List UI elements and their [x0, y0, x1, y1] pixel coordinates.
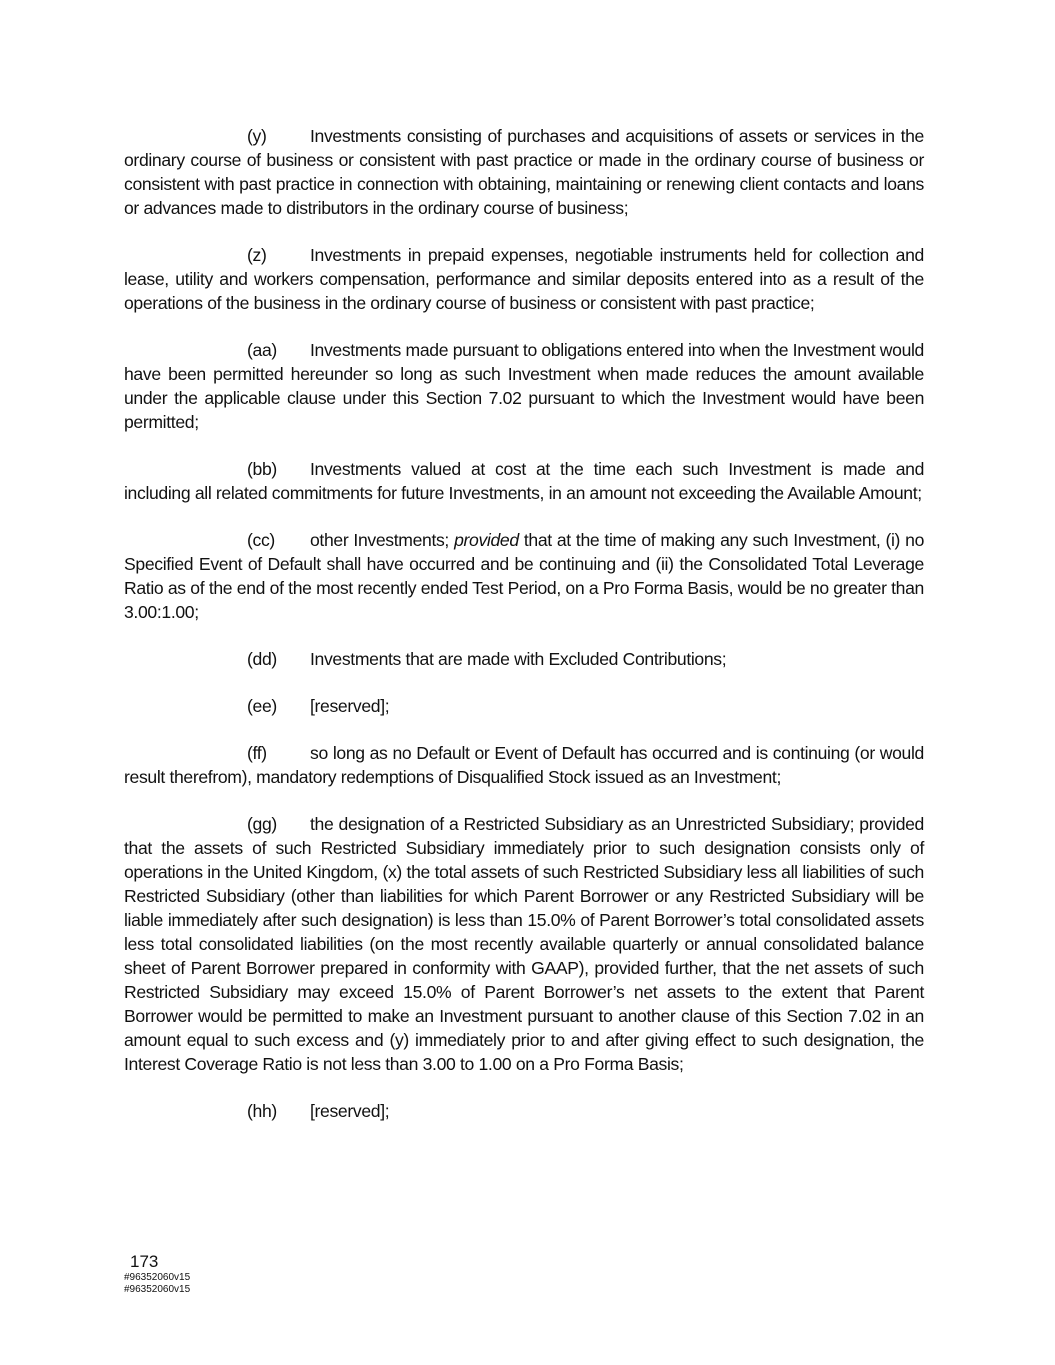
clause-emphasis: provided — [454, 530, 519, 550]
clause-label: (y) — [247, 126, 267, 146]
clause-gg — [124, 812, 924, 1076]
clause-text: Investments that are made with Excluded Contributions; — [310, 649, 727, 669]
page-footer — [124, 1252, 190, 1296]
clause-hh — [124, 1099, 924, 1123]
clause-z — [124, 243, 924, 315]
clause-y — [124, 124, 924, 220]
clause-text: the designation of a Restricted Subsidiary as an Unrestricted Subsidiary; provided that the assets of such Restricted Subsidiary immediately prior to such designation consists only of operations in the United Kingdom, (x) the total assets of such Restricted Subsidiary less all liabilities of such Restricted Subsidiary (other than liabilities for which Parent Borrower or any Restricted Subsidiary will be liable immediately after such designation) is less than 15.0% of Parent Borrower’s total consolidated assets less total consolidated liabilities (on the most recently available quarterly or annual consolidated balance sheet of Parent Borrower prepared in conformity with GAAP), provided further, that the net assets of such Restricted Subsidiary may exceed 15.0% of Parent Borrower’s net assets to the extent that Parent Borrower would be permitted to make an Investment pursuant to another clause of this Section 7.02 in an amount equal to such excess and (y) immediately prior to and after giving effect to such designation, the Interest Coverage Ratio is not less than 3.00 to 1.00 on a Pro Forma Basis; — [124, 814, 924, 1074]
clause-text: Investments in prepaid expenses, negotiable instruments held for collection and lease, utility and workers compensation, performance and similar deposits entered into as a result of the operations of the business in the ordinary course of business or consistent with past practice; — [124, 245, 924, 313]
clause-text: Investments consisting of purchases and acquisitions of assets or services in the ordinary course of business or consistent with past practice or made in the ordinary course of business or consistent with past practice in connection with obtaining, maintaining or renewing client contacts and loans or advances made to distributors in the ordinary course of business; — [124, 126, 924, 218]
clause-dd — [124, 647, 924, 671]
clause-text: [reserved]; — [310, 1101, 390, 1121]
clause-text: so long as no Default or Event of Default has occurred and is continuing (or would result therefrom), mandatory redemptions of Disqualified Stock issued as an Investment; — [124, 743, 924, 787]
clause-label: (dd) — [247, 649, 277, 669]
clause-label: (z) — [247, 245, 267, 265]
clause-label: (hh) — [247, 1101, 277, 1121]
clause-label: (ee) — [247, 696, 277, 716]
clause-label: (cc) — [247, 530, 275, 550]
document-page — [124, 124, 924, 1146]
clause-aa — [124, 338, 924, 434]
clause-text-before: other Investments; — [310, 530, 455, 550]
clause-text: [reserved]; — [310, 696, 390, 716]
clause-label: (bb) — [247, 459, 277, 479]
clause-cc — [124, 528, 924, 624]
clause-text-after: that at the time of making any such Investment, (i) no Specified Event of Default shall have occurred and be continuing and (ii) the Consolidated Total Leverage Ratio as of the end of the most recently ended Test Period, on a Pro Forma Basis, would be no greater than 3.00:1.00; — [124, 530, 925, 622]
clause-label: (aa) — [247, 340, 277, 360]
clause-label: (ff) — [247, 743, 267, 763]
clause-label: (gg) — [247, 814, 277, 834]
document-id: #96352060v15 — [124, 1272, 191, 1283]
page-number: 173 — [130, 1252, 159, 1271]
clause-text: Investments valued at cost at the time each such Investment is made and including all related commitments for future Investments, in an amount not exceeding the Available Amount; — [124, 459, 924, 503]
clause-ff — [124, 741, 924, 789]
clause-bb — [124, 457, 924, 505]
clause-ee — [124, 694, 924, 718]
clause-text: Investments made pursuant to obligations entered into when the Investment would have been permitted hereunder so long as such Investment when made reduces the amount available under the applicable clause under this Section 7.02 pursuant to which the Investment would have been permitted; — [124, 340, 924, 432]
document-id-duplicate: #96352060v15 — [124, 1284, 191, 1295]
